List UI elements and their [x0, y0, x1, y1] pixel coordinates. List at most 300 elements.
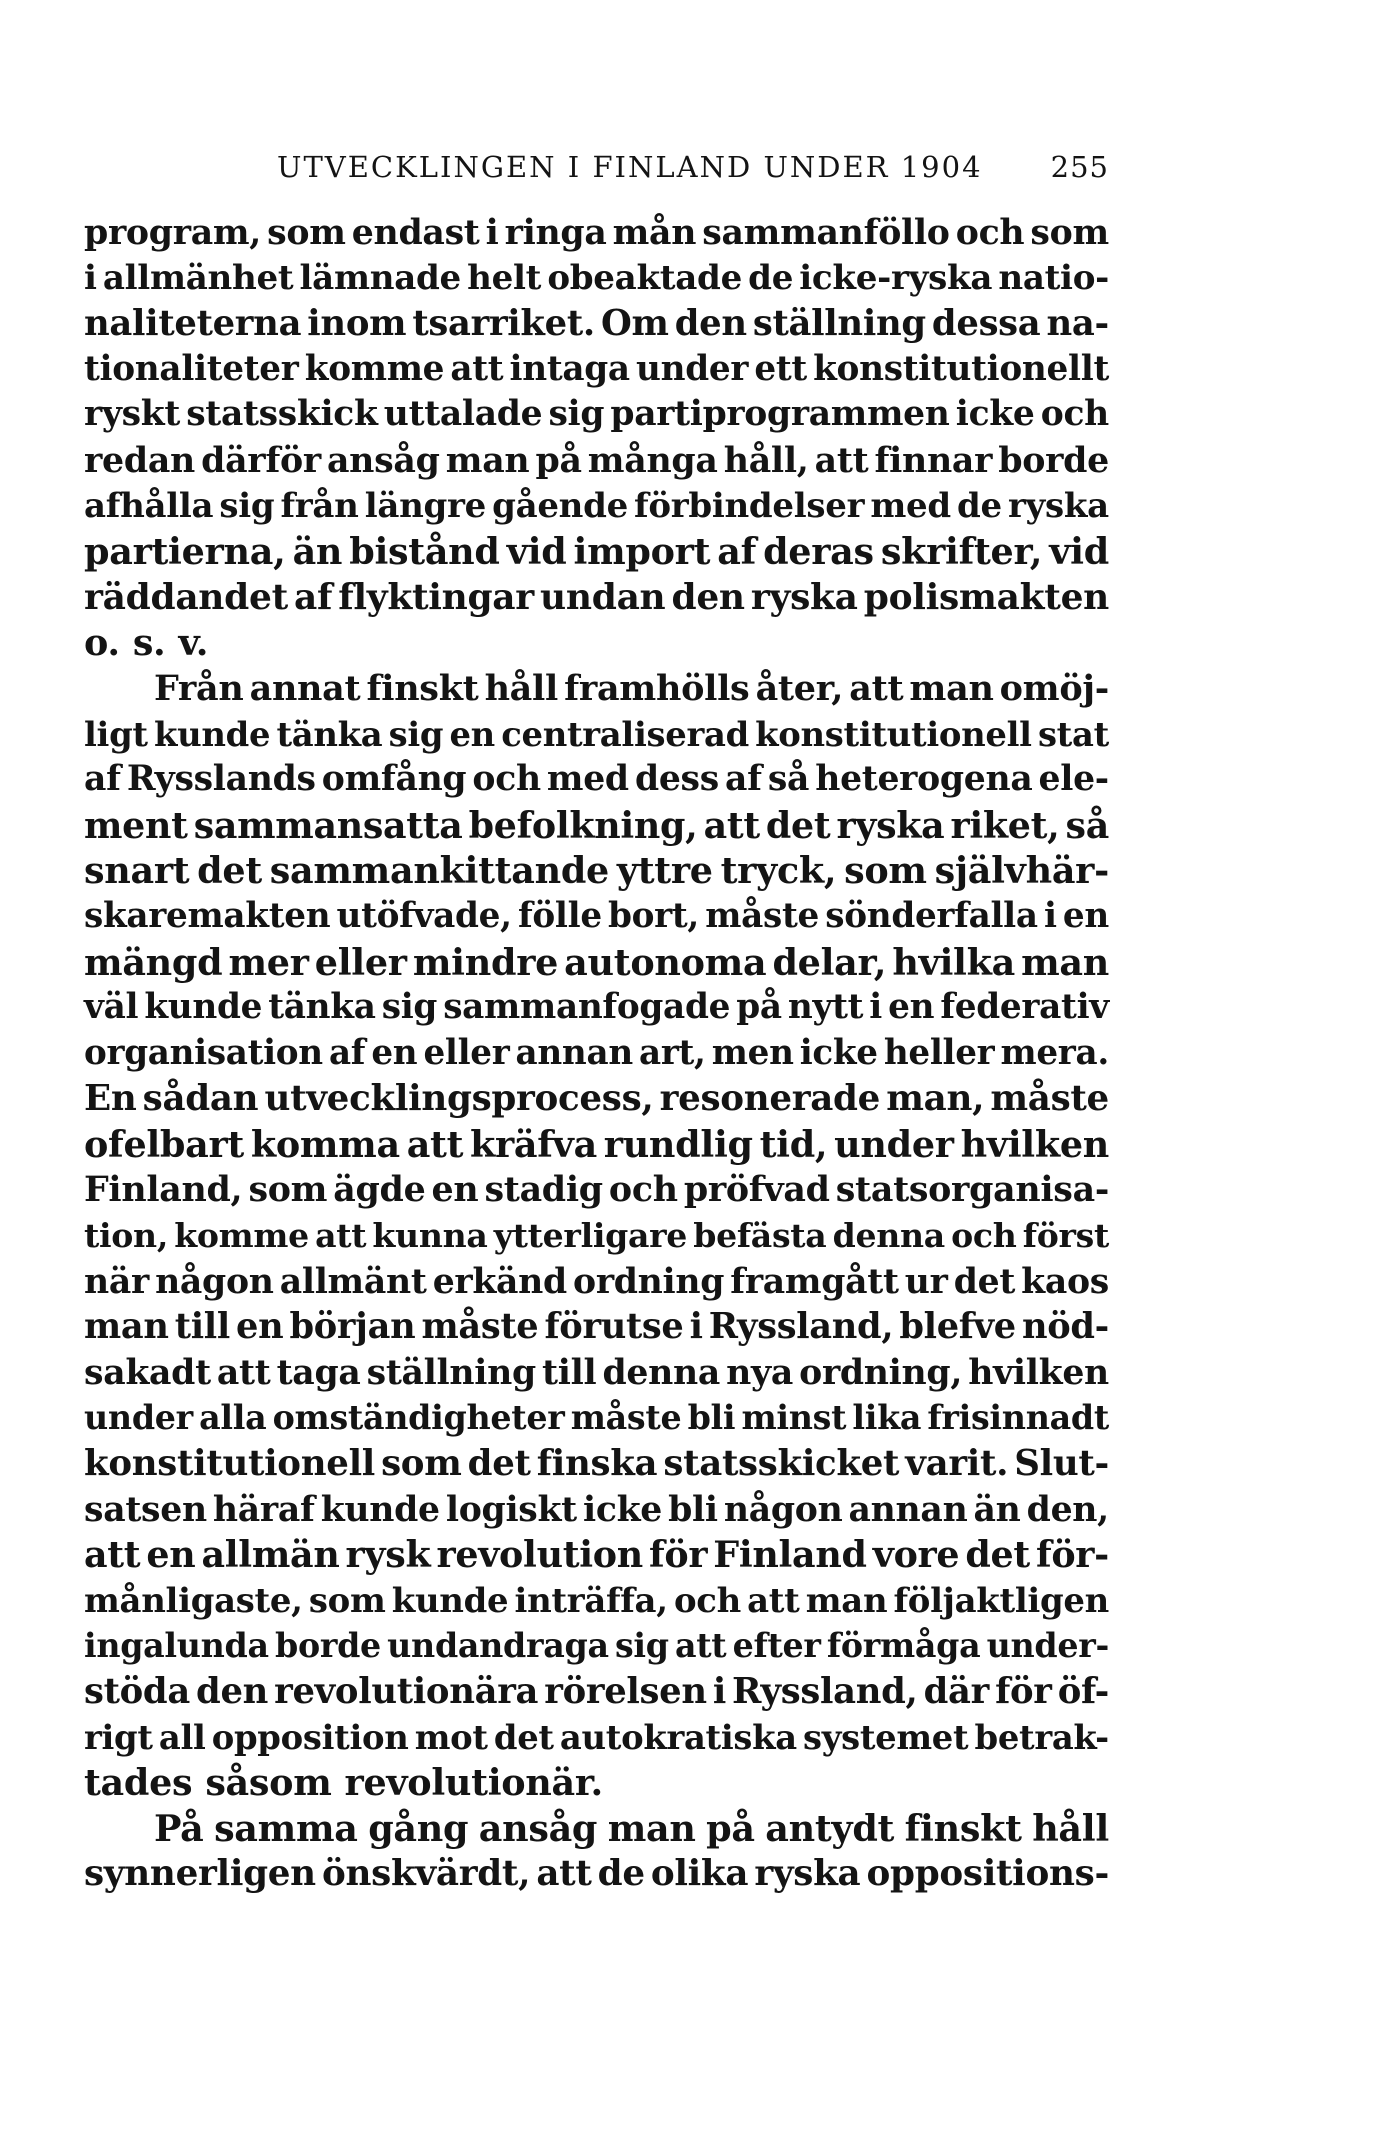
word: ryska	[750, 575, 858, 618]
text-line	[84, 1076, 1109, 1122]
word: vid	[1049, 530, 1109, 574]
word: som	[1030, 212, 1109, 253]
word: konstitutionellt	[813, 348, 1109, 389]
word: för	[995, 1671, 1052, 1712]
word: statsskicket	[663, 1443, 900, 1485]
text-line	[84, 210, 1109, 256]
word: endast	[351, 212, 480, 253]
word: uttalade	[383, 394, 543, 435]
word: af	[328, 1032, 366, 1073]
word: man	[909, 667, 994, 709]
word: att	[674, 1626, 727, 1666]
word: i	[84, 257, 97, 298]
word: opposition	[211, 1716, 409, 1757]
word: partiprogrammen	[610, 394, 950, 435]
text-line	[84, 1851, 1109, 1897]
word: stat	[1037, 713, 1109, 754]
word: bli	[668, 1488, 718, 1530]
text-line	[84, 1669, 1109, 1715]
word: satsen	[84, 1488, 207, 1530]
word: allmän	[201, 1533, 340, 1577]
word: resonerade	[659, 1078, 881, 1120]
text-line	[84, 894, 1109, 940]
word: rigt	[84, 1716, 153, 1757]
word: o.	[84, 621, 120, 665]
word: af	[84, 759, 121, 800]
text-line	[84, 1350, 1109, 1396]
word: eller	[314, 940, 407, 984]
text-line	[84, 620, 1109, 666]
word: nya	[726, 1351, 793, 1393]
word: kunde	[320, 1488, 440, 1530]
word: program,	[84, 212, 262, 253]
word: på	[535, 439, 582, 481]
word: den	[671, 575, 745, 618]
word: man	[805, 1579, 888, 1620]
word: Slut-	[1014, 1443, 1109, 1485]
word: en	[888, 987, 935, 1028]
word: ryskt	[84, 394, 180, 435]
word: under-	[986, 1626, 1109, 1666]
word: borde	[275, 1626, 381, 1666]
word: från	[280, 485, 359, 526]
word: och	[608, 1169, 678, 1211]
word: en	[449, 713, 495, 754]
word: taga	[276, 1351, 361, 1393]
word: och	[673, 1579, 741, 1620]
word: kunde	[144, 987, 263, 1028]
word: man,	[886, 1078, 985, 1120]
word: undandraga	[387, 1626, 609, 1666]
word: na-	[1046, 303, 1109, 345]
word: ingalunda	[84, 1626, 269, 1666]
word: konstitutionell	[755, 713, 1032, 754]
word: antydt	[765, 1806, 895, 1850]
word: s.	[132, 621, 166, 665]
word: följaktligen	[893, 1579, 1109, 1620]
word: ofelbart	[84, 1122, 244, 1166]
word: Ryssland,	[732, 1671, 918, 1712]
word: under	[636, 348, 749, 389]
word: så	[767, 759, 810, 800]
word: att	[84, 1533, 141, 1577]
word: kunna	[372, 1216, 488, 1256]
word: först	[1022, 1216, 1109, 1256]
word: stadig	[484, 1169, 603, 1211]
word: gång	[368, 1806, 469, 1850]
word: man	[607, 1806, 696, 1850]
word: som	[308, 1579, 386, 1620]
text-line	[84, 1806, 1109, 1852]
word: att	[315, 1216, 367, 1256]
word: det	[467, 1443, 531, 1485]
word: ligt	[84, 713, 148, 754]
word: komma	[250, 1122, 400, 1166]
word: sig	[548, 394, 605, 435]
word: betrak-	[974, 1716, 1109, 1757]
word: denna	[602, 1351, 720, 1393]
word: natio-	[998, 257, 1109, 298]
word: rundlig	[603, 1122, 753, 1166]
word: centraliserad	[501, 713, 749, 754]
word: lämnade	[299, 257, 461, 298]
word: ment	[84, 803, 188, 847]
word: icke-ryska	[799, 257, 993, 298]
text-line	[84, 484, 1109, 530]
word: autokratiska	[559, 1716, 797, 1757]
text-line	[84, 940, 1109, 986]
word: kaos	[1021, 1260, 1109, 1302]
word: måste	[570, 1398, 682, 1438]
word: de	[597, 1852, 645, 1895]
word: sådan	[142, 1078, 259, 1120]
word: med	[870, 485, 951, 526]
word: ett	[754, 348, 807, 389]
word: allmänt	[279, 1260, 427, 1302]
word: inom	[307, 303, 407, 345]
word: därför	[201, 439, 321, 481]
word: att	[536, 1852, 592, 1895]
text-line	[84, 301, 1109, 347]
word: väl	[84, 987, 139, 1028]
word: som	[248, 1169, 328, 1211]
word: afhålla	[84, 485, 214, 526]
word: hvilken	[960, 1122, 1109, 1166]
word: icke	[955, 394, 1035, 435]
word: v.	[178, 621, 209, 665]
word: revolution	[436, 1533, 643, 1577]
word: att	[849, 667, 904, 709]
word: annan	[848, 1488, 968, 1530]
word: så	[1065, 803, 1109, 847]
text-line	[84, 1441, 1109, 1487]
word: tryck,	[720, 849, 837, 893]
word: Finland,	[84, 1169, 243, 1211]
word: mot	[414, 1716, 488, 1757]
word: sig	[614, 1626, 669, 1666]
word: en	[236, 1306, 284, 1348]
word: gående	[492, 485, 628, 526]
word: tsarriket.	[412, 303, 595, 345]
text-line	[84, 1532, 1109, 1578]
text-line	[84, 347, 1109, 393]
word: revolutionär.	[344, 1761, 603, 1805]
word: helt	[467, 257, 542, 298]
text-line	[84, 392, 1109, 438]
word: annat	[249, 667, 361, 709]
word: någon	[155, 1260, 274, 1302]
text-line	[84, 1259, 1109, 1305]
word: förmåga	[826, 1626, 981, 1666]
word: tänka	[276, 713, 383, 754]
word: till	[542, 1351, 597, 1393]
word: Från	[154, 667, 244, 709]
word: partierna,	[84, 530, 286, 574]
word: statsorganisa-	[835, 1169, 1109, 1211]
word: dessa	[931, 303, 1041, 345]
text-line	[84, 712, 1109, 758]
word: man	[1021, 940, 1109, 984]
word: att	[703, 803, 760, 847]
word: räddandet	[84, 575, 288, 618]
word: som	[844, 849, 927, 893]
word: pröfvad	[683, 1169, 830, 1211]
word: befolkning,	[468, 803, 698, 847]
word: dess	[634, 759, 719, 800]
word: tid,	[759, 1122, 828, 1166]
word: sammankittande	[269, 849, 609, 893]
word: ordning,	[799, 1351, 963, 1393]
word: revolutionära	[274, 1671, 539, 1712]
running-head	[84, 150, 1109, 206]
word: man	[84, 1306, 169, 1348]
word: ställning	[366, 1351, 536, 1393]
word: tionaliteter	[84, 348, 299, 389]
word: sig	[219, 485, 275, 526]
text-line	[84, 1760, 1109, 1806]
word: utöfvade,	[336, 895, 512, 936]
word: systemet	[803, 1716, 969, 1757]
word: inträffa,	[514, 1579, 668, 1620]
word: i	[689, 1306, 703, 1348]
word: tänka	[268, 987, 376, 1028]
word: förbindelser	[634, 485, 865, 526]
word: som	[267, 212, 346, 253]
word: med	[546, 759, 629, 800]
word: På	[154, 1806, 204, 1850]
word: efter	[732, 1626, 821, 1666]
text-line	[84, 803, 1109, 849]
text-line	[84, 256, 1109, 302]
word: det	[965, 1533, 1030, 1577]
word: den	[196, 1671, 269, 1712]
word: ringa	[504, 212, 607, 253]
word: ur	[904, 1260, 948, 1302]
word: allmänhet	[102, 257, 294, 298]
word: en	[371, 1032, 418, 1073]
word: statsskick	[186, 394, 378, 435]
text-line	[84, 985, 1109, 1031]
word: finnar	[874, 439, 993, 481]
text-line	[84, 848, 1109, 894]
word: ansåg	[478, 1806, 598, 1850]
word: mån	[612, 212, 697, 253]
word: sakadt	[84, 1351, 211, 1393]
word: annan	[515, 1032, 633, 1073]
word: omständigheter	[272, 1398, 565, 1438]
word: en	[1062, 895, 1109, 936]
word: på	[736, 987, 782, 1028]
word: när	[84, 1260, 149, 1302]
text-line	[84, 1213, 1109, 1259]
word: befästa	[693, 1216, 827, 1256]
word: önskvärdt,	[321, 1852, 531, 1895]
word: i	[1043, 895, 1057, 936]
word: vore	[872, 1533, 960, 1577]
word: där	[923, 1671, 989, 1712]
word: undan	[540, 575, 666, 618]
word: i	[485, 212, 499, 253]
word: under	[834, 1122, 954, 1166]
word: omöj-	[999, 667, 1109, 709]
word: att	[406, 1122, 464, 1166]
text-line	[84, 1167, 1109, 1213]
word: af	[293, 575, 333, 618]
word: öf-	[1057, 1671, 1109, 1712]
word: En	[84, 1078, 137, 1120]
word: nytt	[787, 987, 864, 1028]
text-line	[84, 1304, 1109, 1350]
word: flyktingar	[338, 575, 534, 618]
page-number: 255	[1050, 150, 1109, 184]
word: lika	[852, 1398, 922, 1438]
word: än	[973, 1488, 1021, 1530]
word: Ryssland,	[708, 1306, 894, 1348]
word: Finland	[713, 1533, 867, 1577]
text-line	[84, 757, 1109, 803]
word: bort,	[608, 895, 700, 936]
word: ryska	[754, 1852, 861, 1895]
word: finskt	[904, 1806, 1022, 1850]
body-text	[84, 210, 1109, 1897]
word: komme	[304, 348, 445, 389]
word: en	[431, 1169, 479, 1211]
word: autonoma	[564, 940, 767, 984]
word: häraf	[212, 1488, 315, 1530]
word: att	[216, 1351, 271, 1393]
word: olika	[650, 1852, 749, 1895]
word: af	[717, 530, 756, 574]
word: måste	[705, 895, 820, 936]
word: sig	[388, 713, 444, 754]
word: tades	[84, 1761, 193, 1805]
word: denna	[832, 1216, 945, 1256]
word: skaremakten	[84, 895, 331, 936]
text-line	[84, 438, 1109, 484]
word: någon	[723, 1488, 843, 1530]
word: det	[953, 1260, 1016, 1302]
word: man	[445, 439, 530, 481]
text-line	[84, 529, 1109, 575]
word: nöd-	[1021, 1306, 1109, 1348]
text-line	[84, 666, 1109, 712]
word: minst	[741, 1398, 847, 1438]
word: sammanföllo	[702, 212, 950, 253]
word: oppositions-	[866, 1852, 1109, 1895]
word: icke	[799, 1032, 878, 1073]
word: på	[706, 1806, 755, 1850]
word: kunde	[153, 713, 271, 754]
word: art,	[639, 1032, 706, 1073]
word: eller	[423, 1032, 510, 1073]
word: för	[648, 1533, 708, 1577]
word: heterogena	[815, 759, 1033, 800]
word: mer	[228, 940, 309, 984]
word: polismakten	[863, 575, 1109, 618]
book-page	[84, 150, 1109, 1897]
word: rörelsen	[544, 1671, 707, 1712]
word: intaga	[509, 348, 630, 389]
text-line	[84, 1395, 1109, 1441]
word: månligaste,	[84, 1579, 303, 1620]
word: fölle	[517, 895, 602, 936]
word: delar,	[772, 940, 887, 984]
word: ansåg	[326, 439, 440, 481]
word: hvilken	[968, 1351, 1109, 1393]
word: bli	[687, 1398, 736, 1438]
text-line	[84, 1578, 1109, 1624]
word: deras	[763, 530, 874, 574]
word: de	[956, 485, 1002, 526]
word: det	[493, 1716, 554, 1757]
word: och	[472, 759, 541, 800]
word: början	[289, 1306, 416, 1348]
word: måste	[990, 1078, 1109, 1120]
word: heller	[883, 1032, 995, 1073]
word: framhölls	[564, 667, 750, 709]
word: varit.	[905, 1443, 1009, 1485]
word: bistånd	[349, 530, 500, 574]
word: all	[158, 1716, 206, 1757]
word: och	[951, 1216, 1017, 1256]
word: för-	[1035, 1533, 1109, 1577]
word: ryska	[1007, 485, 1109, 526]
word: självhär-	[934, 849, 1109, 893]
text-line	[84, 1487, 1109, 1533]
word: synnerligen	[84, 1852, 316, 1895]
word: kräfva	[470, 1122, 597, 1166]
word: kunde	[391, 1579, 509, 1620]
word: i	[712, 1671, 726, 1712]
word: till	[174, 1306, 230, 1348]
word: ele-	[1038, 759, 1109, 800]
word: åter,	[755, 667, 844, 709]
word: framgått	[730, 1260, 899, 1302]
word: rysk	[345, 1533, 431, 1577]
word: mera.	[1000, 1032, 1109, 1073]
word: sönderfalla	[825, 895, 1038, 936]
word: alla	[199, 1398, 267, 1438]
text-line	[84, 575, 1109, 621]
word: redan	[84, 439, 195, 481]
word: finska	[536, 1443, 658, 1485]
word: stöda	[84, 1671, 190, 1712]
word: obeaktade	[547, 257, 742, 298]
word: än	[292, 530, 343, 574]
word: förutse	[544, 1306, 684, 1348]
word: att	[450, 348, 504, 389]
word: längre	[364, 485, 486, 526]
text-line	[84, 1122, 1109, 1168]
word: mängd	[84, 940, 223, 984]
word: den,	[1026, 1488, 1109, 1530]
word: som	[381, 1443, 462, 1485]
word: import	[573, 530, 711, 574]
word: håll	[484, 667, 558, 709]
word: tion,	[84, 1216, 169, 1256]
word: yttre	[616, 849, 713, 893]
word: finskt	[366, 667, 479, 709]
word: erkänd	[432, 1260, 567, 1302]
word: en	[146, 1533, 196, 1577]
word: naliteterna	[84, 303, 302, 345]
word: ytterligare	[493, 1216, 688, 1256]
word: såsom	[205, 1761, 332, 1805]
word: ryska	[836, 803, 945, 847]
word: frisinnadt	[927, 1398, 1109, 1438]
word: komme	[174, 1216, 309, 1256]
word: Om	[601, 303, 669, 345]
